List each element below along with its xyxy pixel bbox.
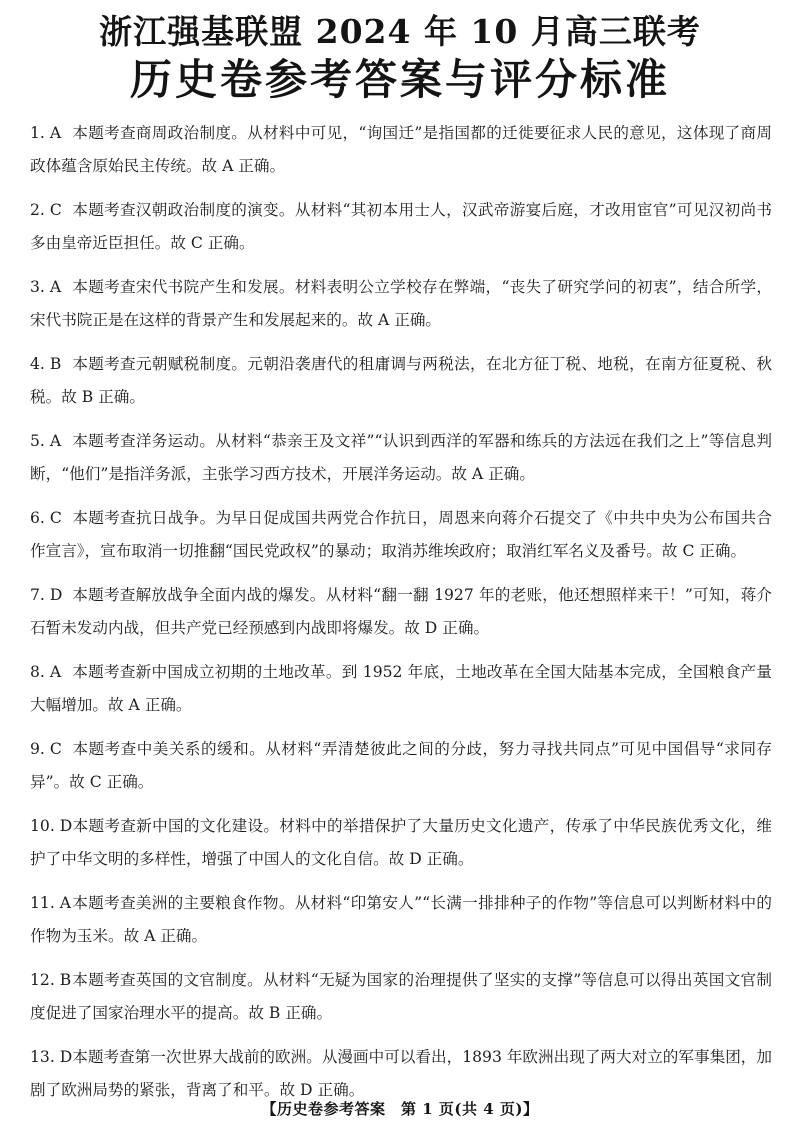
answer-item-11: [30, 887, 772, 953]
answer-explanation: 本题考查宋代书院产生和发展。材料表明公立学校存在弊端，“丧失了研究学问的初衷”，结合所学，宋代书院正是在这样的背景产生和发展起来的。故 A 正确。: [30, 278, 772, 329]
answer-explanation: 本题考查汉朝政治制度的演变。从材料“其初本用士人，汉武帝游宴后庭，才改用宦官”可见汉初尚书多由皇帝近臣担任。故 C 正确。: [30, 201, 772, 252]
answer-number: 1. A: [30, 124, 62, 142]
document-title: 历史卷参考答案与评分标准: [129, 55, 670, 104]
answer-number: 9. C: [30, 740, 62, 758]
answer-number: 4. B: [30, 355, 62, 373]
answer-item-10: [30, 810, 772, 876]
answer-item-4: [30, 348, 772, 414]
answer-number: 13. D: [30, 1048, 73, 1066]
answer-number: 10. D: [30, 817, 73, 835]
page-footer: 【历史卷参考答案 第 1 页(共 4 页)】: [261, 1100, 539, 1118]
answer-item-1: [30, 117, 772, 183]
answer-item-5: [30, 425, 772, 491]
answer-number: 11. A: [30, 894, 72, 912]
answer-explanation: 本题考查解放战争全面内战的爆发。从材料“翻一翻 1927 年的老账，他还想照样来干！”可知，蒋介石暂未发动内战，但共产党已经预感到内战即将爆发。故 D 正确。: [30, 586, 772, 637]
answer-number: 2. C: [30, 201, 62, 219]
answer-explanation: 本题考查新中国成立初期的土地改革。到 1952 年底，土地改革在全国大陆基本完成，全国粮食产量大幅增加。故 A 正确。: [30, 663, 772, 714]
answer-item-7: [30, 579, 772, 645]
answer-number: 12. B: [30, 971, 72, 989]
answer-item-6: [30, 502, 772, 568]
answer-explanation: 本题考查洋务运动。从材料“恭亲王及文祥”“认识到西洋的军器和练兵的方法远在我们之上”等信息判断，“他们”是指洋务派，主张学习西方技术，开展洋务运动。故 A 正确。: [30, 432, 772, 483]
answer-number: 8. A: [30, 663, 62, 681]
exam-title: 浙江强基联盟 2024 年 10 月高三联考: [99, 12, 701, 51]
answer-item-3: [30, 271, 772, 337]
answer-explanation: 本题考查美洲的主要粮食作物。从材料“印第安人”“长满一排排种子的作物”等信息可以判断材料中的作物为玉米。故 A 正确。: [30, 894, 772, 945]
answer-explanation: 本题考查元朝赋税制度。元朝沿袭唐代的租庸调与两税法，在北方征丁税、地税，在南方征夏税、秋税。故 B 正确。: [30, 355, 772, 406]
answer-explanation: 本题考查新中国的文化建设。材料中的举措保护了大量历史文化遗产，传承了中华民族优秀文化，维护了中华文明的多样性，增强了中国人的文化自信。故 D 正确。: [30, 817, 772, 868]
answer-number: 7. D: [30, 586, 63, 604]
answer-explanation: 本题考查中美关系的缓和。从材料“弄清楚彼此之间的分歧，努力寻找共同点”可见中国倡导“求同存异”。故 C 正确。: [30, 740, 772, 791]
answer-explanation: 本题考查商周政治制度。从材料中可见，“询国迁”是指国都的迁徙要征求人民的意见，这体现了商周政体蕴含原始民主传统。故 A 正确。: [30, 124, 772, 175]
answer-number: 3. A: [30, 278, 62, 296]
answer-number: 6. C: [30, 509, 62, 527]
answer-item-8: [30, 656, 772, 722]
answer-explanation: 本题考查第一次世界大战前的欧洲。从漫画中可以看出，1893 年欧洲出现了两大对立的军事集团，加剧了欧洲局势的紧张，背离了和平。故 D 正确。: [30, 1048, 772, 1099]
answer-explanation: 本题考查英国的文官制度。从材料“无疑为国家的治理提供了坚实的支撑”等信息可以得出英国文官制度促进了国家治理水平的提高。故 B 正确。: [30, 971, 772, 1022]
answer-explanation: 本题考查抗日战争。为早日促成国共两党合作抗日，周恩来向蒋介石提交了《中共中央为公布国共合作宣言》，宣布取消一切推翻“国民党政权”的暴动；取消苏维埃政府；取消红军名义及番号。故 C 正确。: [30, 509, 772, 560]
answer-item-2: [30, 194, 772, 260]
answer-item-12: [30, 964, 772, 1030]
answer-item-9: [30, 733, 772, 799]
answer-number: 5. A: [30, 432, 62, 450]
answer-list: [30, 117, 772, 1118]
